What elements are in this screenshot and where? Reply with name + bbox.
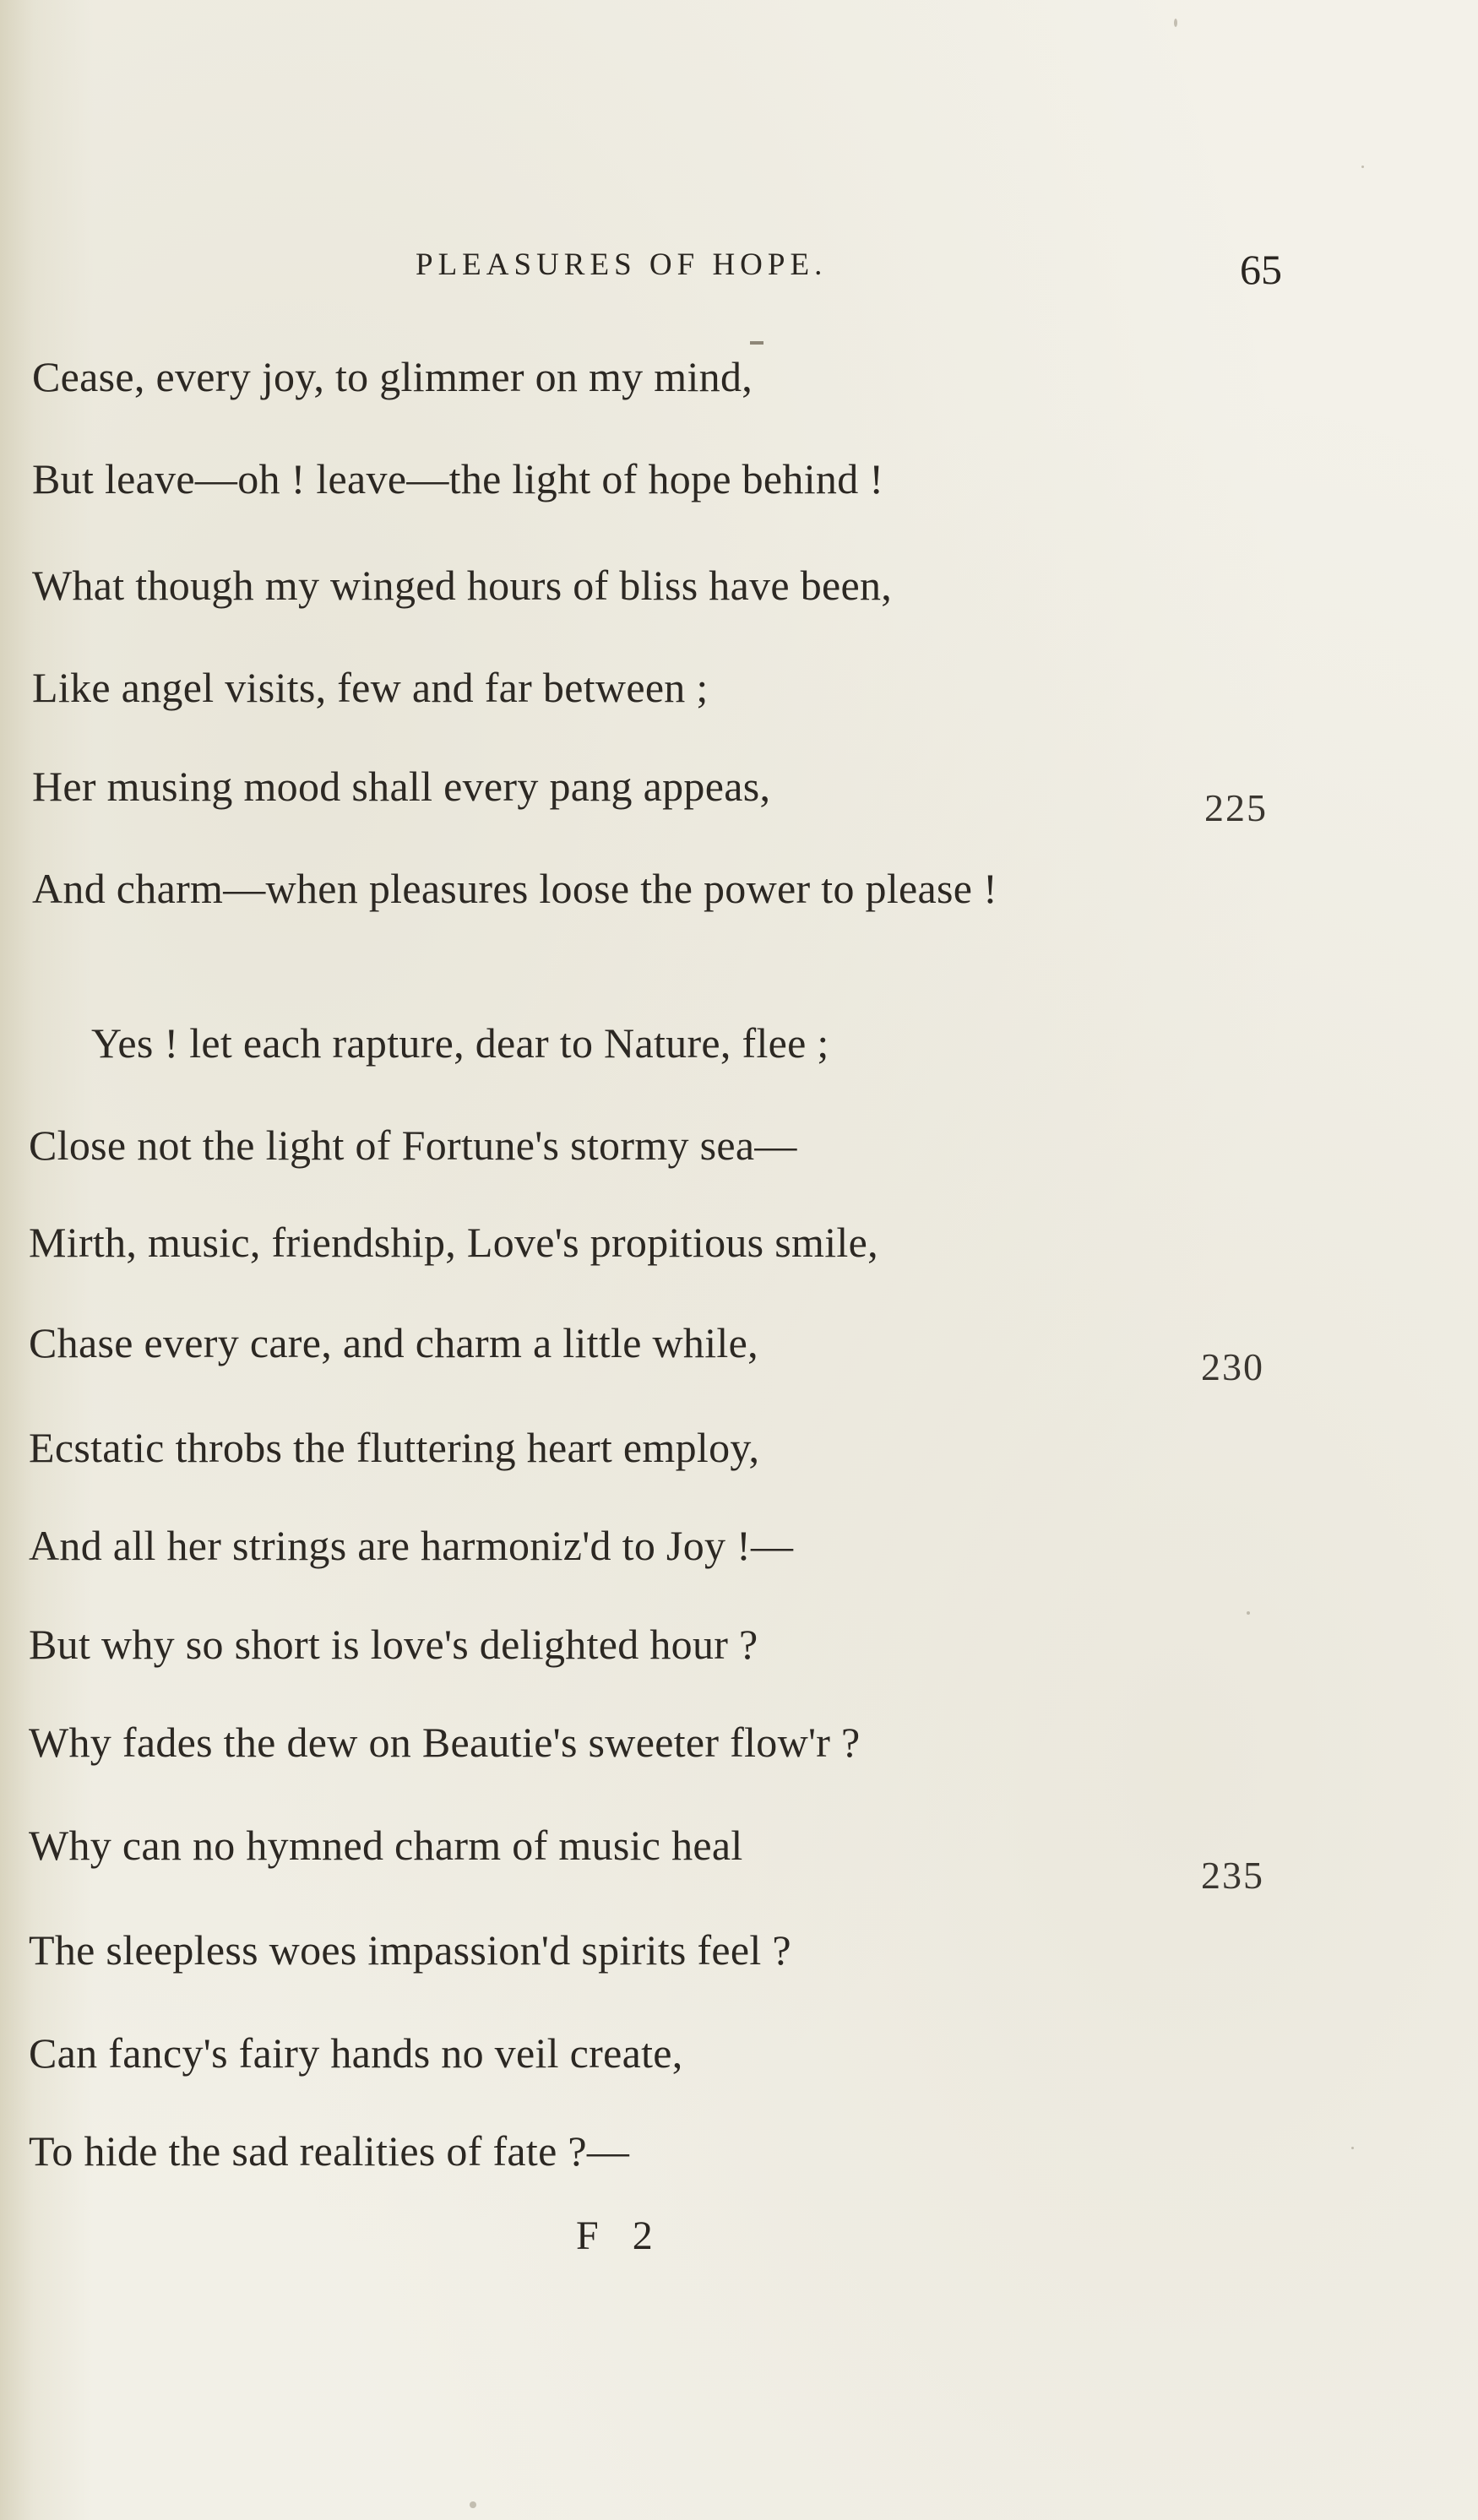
- poem-line: The sleepless woes impassion'd spirits feel ?: [29, 1926, 791, 1974]
- poem-line: And all her strings are harmoniz'd to Joy !—: [29, 1522, 794, 1569]
- poem-line: Her musing mood shall every pang appeas,: [32, 763, 771, 810]
- running-head: [0, 247, 1478, 297]
- line-number: 235: [1201, 1854, 1264, 1897]
- poem-line: To hide the sad realities of fate ?—: [29, 2127, 630, 2175]
- paper-speck: [1361, 166, 1364, 168]
- poem-line: Ecstatic throbs the fluttering heart employ,: [29, 1424, 760, 1471]
- poem-line: Why fades the dew on Beautie's sweeter flow'r ?: [29, 1719, 861, 1766]
- page-number: 65: [1240, 246, 1282, 293]
- paper-speck: [1351, 2147, 1354, 2149]
- poem-line: And charm—when pleasures loose the power to please !: [32, 865, 998, 912]
- poem-line: Why can no hymned charm of music heal: [29, 1822, 743, 1869]
- paper-speck: [470, 2501, 476, 2508]
- poem-line: Chase every care, and charm a little while,: [29, 1319, 758, 1366]
- poem-line: But leave—oh ! leave—the light of hope behind !: [32, 455, 884, 502]
- poem-line: Close not the light of Fortune's stormy sea—: [29, 1122, 797, 1169]
- paper-speck: [1247, 1611, 1250, 1615]
- poem-line: But why so short is love's delighted hour ?: [29, 1621, 758, 1668]
- running-head-title: PLEASURES OF HOPE.: [416, 247, 828, 282]
- ornament-dash: [750, 341, 763, 345]
- poem-line: Can fancy's fairy hands no veil create,: [29, 2029, 683, 2077]
- paper-speck: [1174, 19, 1177, 27]
- line-number: 225: [1204, 786, 1268, 829]
- line-number: 230: [1201, 1345, 1264, 1388]
- poem-line: Like angel visits, few and far between ;: [32, 664, 709, 711]
- poem-line: Cease, every joy, to glimmer on my mind,: [32, 353, 753, 400]
- poem-line: Mirth, music, friendship, Love's propitious smile,: [29, 1219, 878, 1266]
- signature-mark: F 2: [576, 2213, 665, 2258]
- poem-line: What though my winged hours of bliss have been,: [32, 562, 893, 609]
- poem-line: Yes ! let each rapture, dear to Nature, flee ;: [91, 1019, 829, 1067]
